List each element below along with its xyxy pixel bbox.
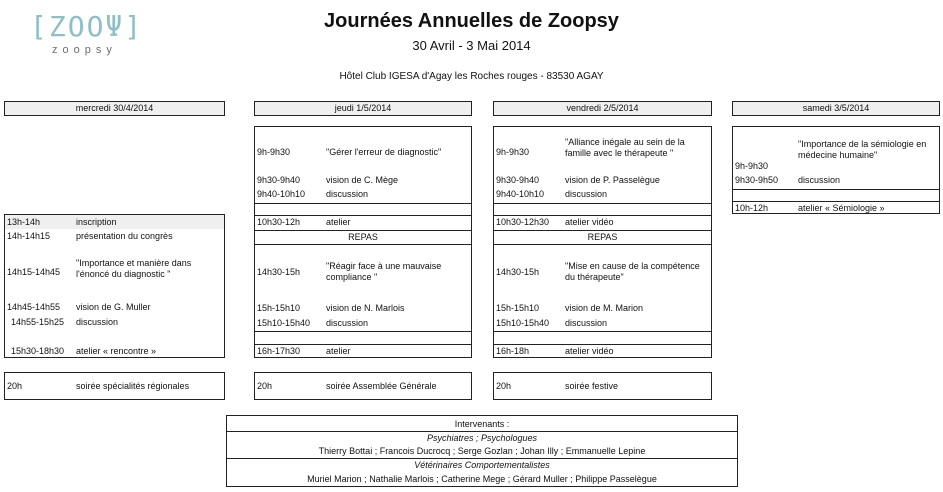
session-time: 14h15-14h45 bbox=[7, 267, 61, 277]
session-title: inscription bbox=[76, 217, 117, 227]
session-time: 15h10-15h40 bbox=[257, 318, 311, 328]
speakers-group-psychiatres: Psychiatres ; Psychologues bbox=[426, 433, 538, 443]
session-time: 15h30-18h30 bbox=[11, 346, 65, 356]
speakers-group-veterinaires: Vétérinaires Comportementalistes bbox=[414, 460, 550, 470]
session-title: vision de N. Marlois bbox=[326, 303, 405, 313]
day-header-thursday: jeudi 1/5/2014 bbox=[254, 101, 472, 116]
session-time: 15h-15h10 bbox=[257, 303, 301, 313]
divider bbox=[255, 244, 471, 245]
lunch-break-label: REPAS bbox=[587, 232, 618, 242]
session-time: 10h-12h bbox=[735, 203, 769, 213]
divider bbox=[255, 230, 471, 231]
speakers-names-veterinaires: Muriel Marion ; Nathalie Marlois ; Catherine Mege ; Gérard Muller ; Philippe Passelègue bbox=[307, 474, 657, 484]
speakers-title: Intervenants : bbox=[454, 419, 510, 429]
friday-evening-block bbox=[493, 372, 712, 400]
session-time: 9h-9h30 bbox=[496, 147, 530, 157]
session-title: discussion bbox=[76, 317, 119, 327]
speakers-names-psychiatres: Thierry Bottai ; Francois Ducrocq ; Serge Gozlan ; Johan Illy ; Emmanuelle Lepine bbox=[318, 446, 646, 456]
session-title: "Gérer l'erreur de diagnostic" bbox=[326, 147, 442, 157]
event-dates: 30 Avril - 3 Mai 2014 bbox=[412, 38, 531, 53]
session-time: 9h30-9h40 bbox=[257, 175, 301, 185]
logo-symbol: [ZOOΨ] bbox=[30, 10, 144, 43]
divider bbox=[255, 331, 471, 332]
session-time: 14h30-15h bbox=[257, 267, 301, 277]
session-title: atelier « Sémiologie » bbox=[798, 203, 885, 213]
page-title: Journées Annuelles de Zoopsy bbox=[324, 10, 619, 32]
session-title: "Mise en cause de la compétence du thérapeute" bbox=[565, 261, 700, 282]
session-time: 20h bbox=[7, 381, 23, 391]
divider bbox=[494, 203, 711, 204]
session-time: 14h45-14h55 bbox=[7, 302, 61, 312]
session-time: 14h55-15h25 bbox=[11, 317, 65, 327]
session-time: 16h-17h30 bbox=[257, 346, 301, 356]
divider bbox=[494, 244, 711, 245]
session-title: vision de C. Mège bbox=[326, 175, 399, 185]
schedule-row bbox=[5, 215, 224, 229]
session-time: 9h30-9h40 bbox=[496, 175, 540, 185]
session-title: discussion bbox=[798, 175, 841, 185]
session-title: "Importance de la sémiologie en médecine humaine" bbox=[798, 139, 927, 160]
divider bbox=[733, 201, 939, 202]
session-title: discussion bbox=[326, 189, 369, 199]
divider bbox=[255, 344, 471, 345]
logo-text: zoopsy bbox=[52, 44, 117, 56]
day-header-friday: vendredi 2/5/2014 bbox=[493, 101, 712, 116]
thursday-evening-block bbox=[254, 372, 472, 400]
session-time: 14h-14h15 bbox=[7, 231, 51, 241]
speakers-box bbox=[226, 415, 738, 487]
lunch-break-label: REPAS bbox=[348, 232, 378, 242]
session-title: discussion bbox=[565, 318, 608, 328]
session-time: 16h-18h bbox=[496, 346, 530, 356]
session-title: discussion bbox=[565, 189, 608, 199]
session-title: vision de G. Muller bbox=[76, 302, 151, 312]
session-title: atelier vidéo bbox=[565, 217, 614, 227]
wednesday-afternoon-block bbox=[4, 214, 225, 358]
session-time: 20h bbox=[496, 381, 512, 391]
event-venue: Hôtel Club IGESA d'Agay les Roches rouges - 83530 AGAY bbox=[339, 71, 604, 82]
session-time: 9h-9h30 bbox=[257, 147, 291, 157]
session-time: 13h-14h bbox=[7, 217, 41, 227]
session-title: "Réagir face à une mauvaise compliance " bbox=[326, 261, 442, 282]
session-title: "Importance et manière dans l'énoncé du diagnostic " bbox=[76, 258, 192, 279]
session-time: 15h-15h10 bbox=[496, 303, 540, 313]
divider bbox=[255, 215, 471, 216]
divider bbox=[733, 189, 939, 190]
saturday-block bbox=[732, 126, 940, 214]
session-title: atelier bbox=[326, 346, 351, 356]
day-header-saturday: samedi 3/5/2014 bbox=[732, 101, 940, 116]
divider bbox=[494, 215, 711, 216]
session-title: discussion bbox=[326, 318, 369, 328]
divider bbox=[494, 344, 711, 345]
session-title: vision de M. Marion bbox=[565, 303, 644, 313]
divider bbox=[494, 331, 711, 332]
divider bbox=[255, 203, 471, 204]
thursday-block bbox=[254, 126, 472, 358]
day-header-wednesday: mercredi 30/4/2014 bbox=[4, 101, 225, 116]
session-title: vision de P. Passelègue bbox=[565, 175, 660, 185]
session-time: 15h10-15h40 bbox=[496, 318, 550, 328]
wednesday-evening-block bbox=[4, 372, 225, 400]
session-title: soirée Assemblée Générale bbox=[326, 381, 437, 391]
session-title: atelier vidéo bbox=[565, 346, 614, 356]
session-time: 14h30-15h bbox=[496, 267, 540, 277]
session-time: 9h40-10h10 bbox=[257, 189, 306, 199]
session-title: présentation du congrès bbox=[76, 231, 173, 241]
session-time: 20h bbox=[257, 381, 273, 391]
session-title: atelier bbox=[326, 217, 351, 227]
session-time: 9h30-9h50 bbox=[735, 175, 779, 185]
session-time: 10h30-12h bbox=[257, 217, 301, 227]
session-title: "Alliance inégale au sein de la famille avec le thérapeute " bbox=[565, 137, 685, 158]
divider bbox=[494, 230, 711, 231]
session-title: soirée festive bbox=[565, 381, 619, 391]
session-title: soirée spécialités régionales bbox=[76, 381, 190, 391]
session-title: atelier « rencontre » bbox=[76, 346, 157, 356]
session-time: 9h40-10h10 bbox=[496, 189, 545, 199]
session-time: 10h30-12h30 bbox=[496, 217, 550, 227]
friday-block bbox=[493, 126, 712, 358]
session-time: 9h-9h30 bbox=[735, 161, 769, 171]
